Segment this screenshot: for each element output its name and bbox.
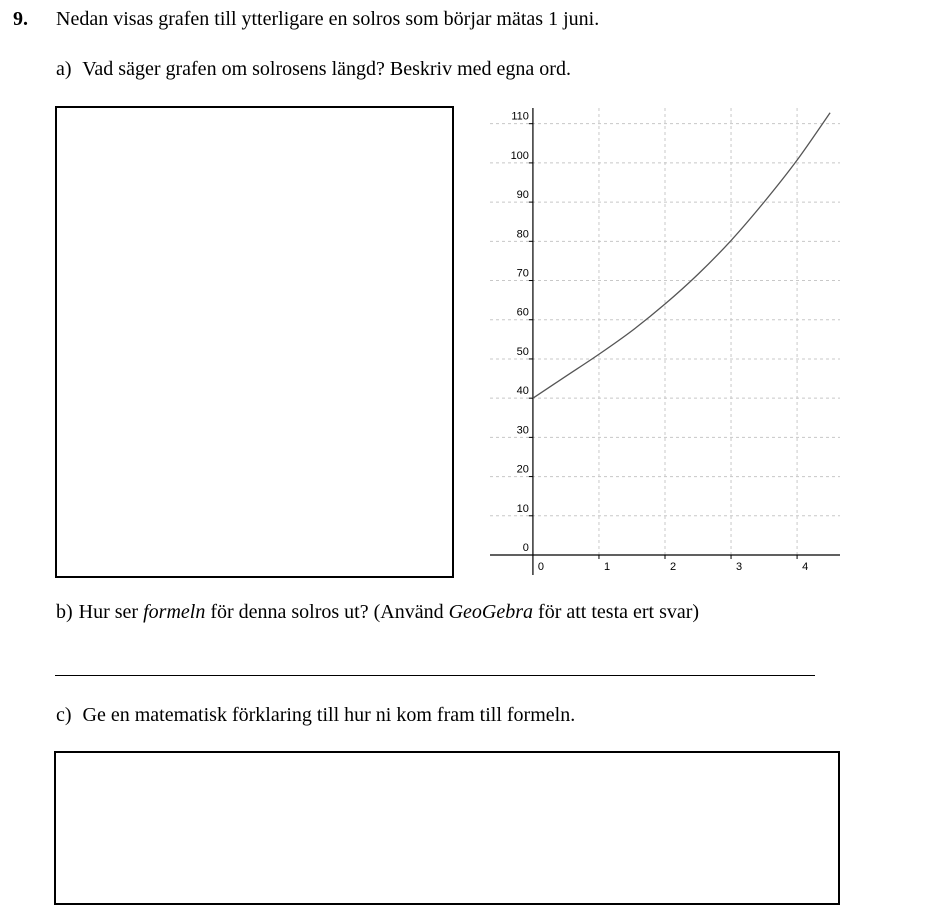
part-c-label: c) [56, 704, 72, 726]
x-tick-label: 0 [537, 561, 545, 573]
tick-labels [511, 111, 809, 573]
series-layer [533, 113, 830, 398]
part-c-text: Ge en matematisk förklaring till hur ni kom fram till formeln. [82, 704, 576, 726]
part-a-label: a) [56, 58, 72, 80]
x-tick-label: 1 [603, 561, 611, 573]
part-b-text-2: för denna solros ut? (Använd [205, 601, 449, 623]
part-b-text-3: för att testa ert svar) [533, 601, 700, 623]
y-tick-label: 90 [516, 189, 529, 202]
y-tick-label: 10 [516, 502, 529, 515]
y-tick-label: 70 [516, 267, 529, 280]
y-tick-label: 100 [510, 149, 529, 162]
y-tick-label: 80 [516, 228, 529, 241]
y-tick-label: 20 [516, 463, 529, 476]
part-b-text-1: Hur ser [78, 601, 144, 623]
part-a-question [56, 58, 571, 81]
part-b-label: b) [56, 601, 73, 623]
grid-lines [490, 108, 840, 555]
x-tick-label: 2 [670, 561, 677, 573]
question-number: 9. [13, 8, 28, 30]
y-tick-label: 110 [511, 110, 529, 123]
series-line-0 [533, 113, 830, 398]
y-tick-label: 0 [522, 542, 529, 554]
part-b-italic-formeln: formeln [143, 601, 206, 623]
y-tick-label: 60 [516, 306, 529, 319]
part-b-italic-geogebra: GeoGebra [448, 601, 534, 623]
y-tick-label: 40 [516, 385, 529, 398]
y-tick-label: 30 [516, 424, 529, 437]
answer-box-c[interactable] [54, 751, 840, 905]
part-a-text: Vad säger grafen om solrosens längd? Beskriv med egna ord. [82, 58, 571, 80]
answer-box-a[interactable] [55, 106, 454, 578]
x-tick-label: 4 [802, 561, 809, 573]
sunflower-graph [485, 108, 845, 578]
question-intro: Nedan visas grafen till ytterligare en solros som börjar mätas 1 juni. [56, 8, 600, 30]
y-tick-label: 50 [516, 345, 529, 358]
answer-line-b[interactable] [55, 675, 815, 676]
part-b-question [56, 601, 699, 624]
part-c-question [56, 704, 575, 727]
x-tick-label: 3 [736, 561, 743, 573]
